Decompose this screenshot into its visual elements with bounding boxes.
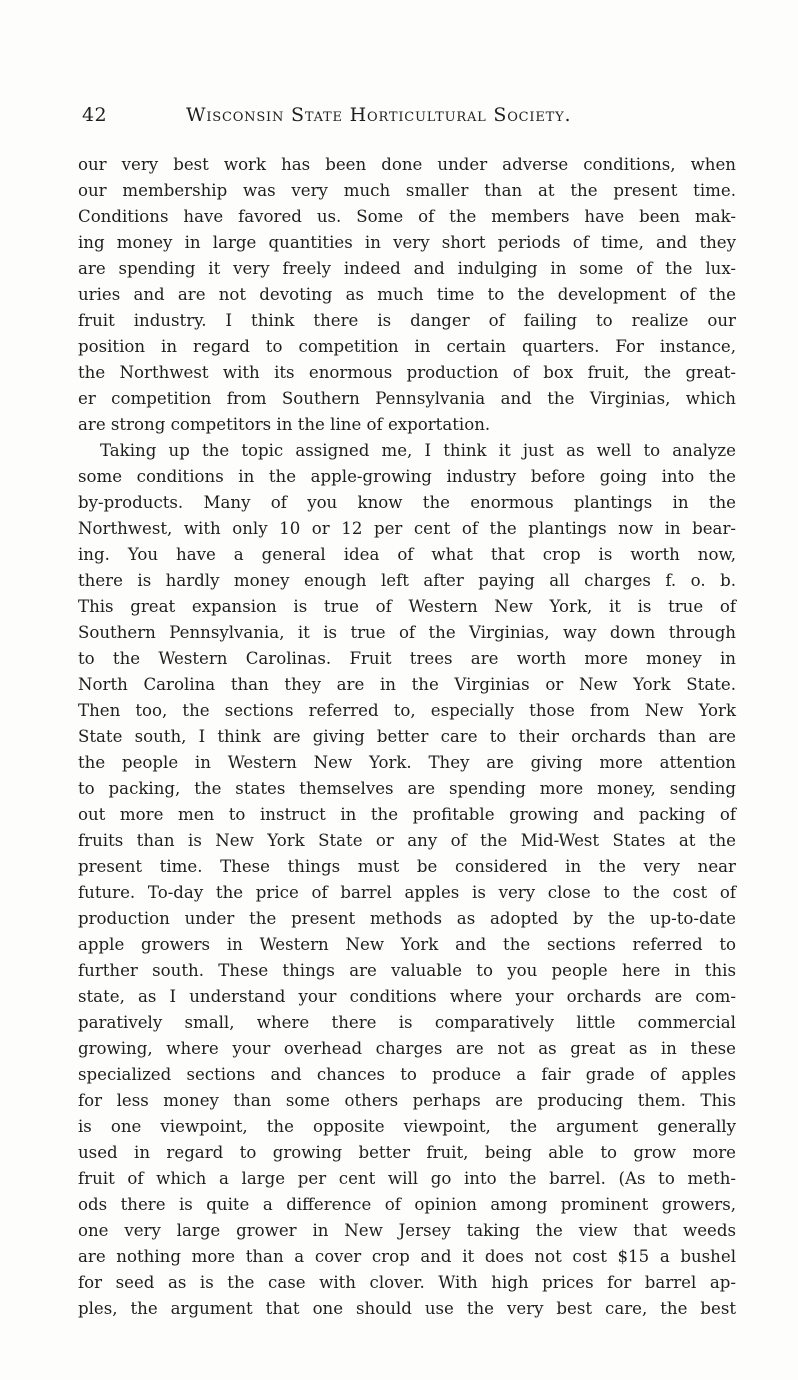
text-line: are spending it very freely indeed and indulging in some of the lux- bbox=[78, 259, 736, 278]
text-line: er competition from Southern Pennsylvania and the Virginias, which bbox=[78, 389, 736, 408]
paragraph bbox=[78, 438, 736, 1322]
text-line: some conditions in the apple-growing industry before going into the bbox=[78, 467, 736, 486]
text-line: are nothing more than a cover crop and it does not cost $15 a bushel bbox=[78, 1247, 736, 1266]
text-line: specialized sections and chances to produce a fair grade of apples bbox=[78, 1065, 736, 1084]
text-line: State south, I think are giving better care to their orchards than are bbox=[78, 727, 736, 746]
text-line: fruits than is New York State or any of the Mid-West States at the bbox=[78, 831, 736, 850]
text-line: ing. You have a general idea of what that crop is worth now, bbox=[78, 545, 736, 564]
page-header bbox=[82, 104, 642, 132]
text-line: North Carolina than they are in the Virginias or New York State. bbox=[78, 675, 736, 694]
text-line: further south. These things are valuable to you people here in this bbox=[78, 961, 736, 980]
text-line: production under the present methods as adopted by the up-to-date bbox=[78, 909, 736, 928]
text-line: for seed as is the case with clover. With high prices for barrel ap- bbox=[78, 1273, 736, 1292]
text-line: the people in Western New York. They are giving more attention bbox=[78, 753, 736, 772]
running-head: Wisconsin State Horticultural Society. bbox=[186, 104, 572, 126]
text-line: our very best work has been done under adverse conditions, when bbox=[78, 155, 736, 174]
text-line: Taking up the topic assigned me, I think it just as well to analyze bbox=[100, 441, 736, 460]
text-line: one very large grower in New Jersey taking the view that weeds bbox=[78, 1221, 736, 1240]
text-line: for less money than some others perhaps are producing them. This bbox=[78, 1091, 736, 1110]
text-line: Northwest, with only 10 or 12 per cent of the plantings now in bear- bbox=[78, 519, 736, 538]
text-line: the Northwest with its enormous production of box fruit, the great- bbox=[78, 363, 736, 382]
body-text bbox=[78, 152, 736, 1322]
text-line: paratively small, where there is comparatively little commercial bbox=[78, 1013, 736, 1032]
text-line: position in regard to competition in certain quarters. For instance, bbox=[78, 337, 736, 356]
text-line: to the Western Carolinas. Fruit trees are worth more money in bbox=[78, 649, 736, 668]
text-line: to packing, the states themselves are spending more money, sending bbox=[78, 779, 736, 798]
text-line: growing, where your overhead charges are not as great as in these bbox=[78, 1039, 736, 1058]
text-line: are strong competitors in the line of exportation. bbox=[78, 415, 491, 434]
page-number: 42 bbox=[82, 104, 107, 126]
text-line: ing money in large quantities in very short periods of time, and they bbox=[78, 233, 736, 252]
text-line: ods there is quite a difference of opinion among prominent growers, bbox=[78, 1195, 736, 1214]
text-line: present time. These things must be considered in the very near bbox=[78, 857, 736, 876]
text-line: state, as I understand your conditions where your orchards are com- bbox=[78, 987, 736, 1006]
text-line: apple growers in Western New York and the sections referred to bbox=[78, 935, 736, 954]
text-line: uries and are not devoting as much time to the development of the bbox=[78, 285, 736, 304]
text-line: future. To-day the price of barrel apples is very close to the cost of bbox=[78, 883, 736, 902]
text-line: ples, the argument that one should use the very best care, the best bbox=[78, 1299, 736, 1318]
text-line: out more men to instruct in the profitable growing and packing of bbox=[78, 805, 736, 824]
text-line: used in regard to growing better fruit, being able to grow more bbox=[78, 1143, 736, 1162]
text-line: Conditions have favored us. Some of the members have been mak- bbox=[78, 207, 736, 226]
text-line: Then too, the sections referred to, especially those from New York bbox=[78, 701, 736, 720]
text-line: by-products. Many of you know the enormous plantings in the bbox=[78, 493, 736, 512]
paragraph bbox=[78, 152, 736, 438]
text-line: Southern Pennsylvania, it is true of the Virginias, way down through bbox=[78, 623, 736, 642]
text-line: fruit industry. I think there is danger of failing to realize our bbox=[78, 311, 736, 330]
text-line: This great expansion is true of Western New York, it is true of bbox=[78, 597, 736, 616]
text-line: is one viewpoint, the opposite viewpoint, the argument generally bbox=[78, 1117, 736, 1136]
text-line: there is hardly money enough left after paying all charges f. o. b. bbox=[78, 571, 736, 590]
text-line: fruit of which a large per cent will go into the barrel. (As to meth- bbox=[78, 1169, 736, 1188]
text-line: our membership was very much smaller than at the present time. bbox=[78, 181, 736, 200]
